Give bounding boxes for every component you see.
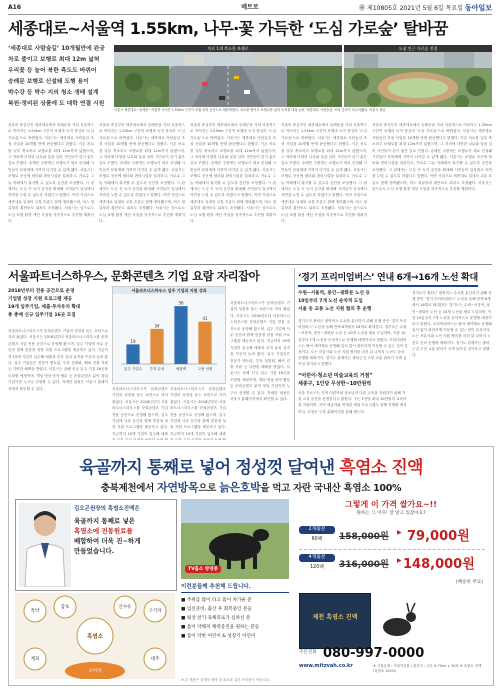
edition-date: ㊙ 제10805호 2021년 5월 6일 목요일 bbox=[359, 5, 464, 12]
bar-chart bbox=[113, 294, 223, 380]
article2-lead bbox=[8, 288, 108, 320]
ad-subline bbox=[9, 479, 493, 495]
doctor-line: 만들었습니다. bbox=[74, 547, 115, 555]
order-phone[interactable]: 080-997-0000 bbox=[323, 646, 425, 661]
ingredient-label: 계피 bbox=[30, 657, 40, 662]
tv-badge: TV출소 방영중 bbox=[185, 565, 221, 573]
benefits-title: 이런분들께 추천해 드립니다. bbox=[181, 583, 289, 593]
section-divider bbox=[8, 264, 492, 265]
price-label: 2개월분 bbox=[299, 526, 335, 534]
benefit-item: ■ 임신준비, 출산 후 회복중인 분들 bbox=[181, 607, 252, 612]
article2-body-col3: 서울파트너스하우스가 문화콘텐츠 기업의 성장을 돕는 요람으로 자리 잡았다. 서울시는 2018년부터 서울파트너스하우스를 문화콘텐츠 기업 전용 공간으로 운영해 왔으며, 입주 기업에 사무 공간과 함께 맞춤형 성장 지원 프로그램을 제공하고 있다. 지금까지 19개 기업이 입주해 매출 bbox=[170, 387, 226, 436]
goat-photo bbox=[181, 499, 289, 579]
article1-photo-street bbox=[114, 45, 342, 107]
subline-pre: 충북제천에서 bbox=[100, 483, 154, 494]
article1-body-col3: 서울의 중심부인 세종대로에서 숭례문을 거쳐 서울역으로 이어지는 1.55km 구간이 보행과 녹지 중심의 ‘도심 가로숲’으로 바뀌었다. 서울시는 세종대로 사람숲길 조성 사업을 10개월 만에 완공했다고 밝혔다. 기존 차로를 일부 축소하고 보행로를 최대 12m까지 넓혔으며, 그 자리에 다양한 나무와 꽃을 심어 시민들이 걷기 좋은 길로 꾸몄다. 숭례문 주변에는 보행로가 새로 신설돼 시민들이 문화재에 가까이 다가갈 수 있게 됐다. 서울시는 보행로 곳곳에 쉼터와 편의시설을 설치하고, 가로수 그늘 아래에서 휴식할 수 있도록 공간을 조성했다. 시 관계자는 도심 속 녹지 공간을 확대해 시민들이 일상에서 자연을 누릴 수 있도록 하겠다고 말했다. 이번 사업으로 세종대로 일대의 교통 흐름도 함께 정비됐으며, 버스 정류장과 횡단보도 위치도 조정됐다. 서울시는 앞으로도 도심 보행 환경 개선 사업을 지속적으로 추진할 계획이다. bbox=[190, 123, 276, 224]
lead-line: 총 총매 신규 입주기업 16곳 모집 bbox=[8, 313, 76, 318]
subhead-line1: “어린이·청소년 미술교육의 거점” bbox=[298, 373, 373, 379]
lead-line: 19개 입주기업, 매출·투자유치 확대 bbox=[8, 305, 81, 310]
chart-bar bbox=[126, 344, 139, 364]
park-image bbox=[344, 52, 492, 107]
article3-body: 경기도가 출퇴근 광역버스 수요를 분산하기 위해 운행 중인 ‘경기 프리미엄버스’ 노선을 올해 안에 6개에서 16개로 확대한다. 경기도는 수원~서울역, 용인~광화문 노선 등 10개 노선을 새로 도입하며, 이달 10일부터 7개 노선을 순차적으로 운행할 예정이라고 밝혔다. 프리미엄버스는 좌석 예약제로 운영돼 입석 없이 편안하게 이동할 수 있는 것이 특징이다. 도는 서울시와 노선 지원 협의를 마친 뒤 나머지 노선도 순차 운행할 계획이다. 경기도 관계자는 출퇴근길 도민 교통 편의가 크게 높아질 것이라고 말했다. bbox=[298, 319, 408, 367]
chart-title: 서울파트너스하우스 입주 기업과 지원 성과 bbox=[113, 287, 225, 294]
bar-category-label: 고용 인원 bbox=[197, 367, 213, 371]
page-header bbox=[8, 2, 492, 15]
page-number: A16 bbox=[8, 4, 21, 11]
article2-body-col1: 서울파트너스하우스가 문화콘텐츠 기업의 성장을 돕는 요람으로 자리 잡았다. 서울시는 2018년부터 서울파트너스하우스를 문화콘텐츠 기업 전용 공간으로 운영해 왔으며, 입주 기업에 사무 공간과 함께 맞춤형 성장 지원 프로그램을 제공하고 있다. 지금까지 19개 기업이 입주해 매출과 투자 유치 실적을 꾸준히 늘려 왔다. 입주 기업들은 전문가 멘토링, 투자 설명회, 해외 진출 지원 등 다양한 혜택을 받았다. 서울시는 올해 신규 입주 기업 16곳을 모집할 예정이며, 게임·영상·음악·웹툰 등 문화콘텐츠 분야 창업 기업이면 누구나 신청할 수 있다. 자세한 내용은 서울시 홈페이지에서 확인할 수 있다. bbox=[8, 329, 108, 391]
ad-headline-pre: 육골까지 통째로 넣어 정성껏 달여낸 bbox=[79, 458, 335, 478]
ad-headline-brand: 흑염소 진액 bbox=[339, 458, 423, 478]
lead-line: ‘세종대로 사람숲길’ 10개월만에 완공 bbox=[8, 46, 105, 52]
article3-headline: ‘경기 프리미엄버스’ 연내 6개→16개 노선 확대 bbox=[298, 270, 478, 287]
price-qty: 120팩 bbox=[310, 565, 324, 570]
price-qty: 60팩 bbox=[311, 537, 323, 542]
ingredient-label: 오미자 bbox=[88, 669, 102, 674]
street-image bbox=[114, 52, 342, 107]
price-old: 158,000원 bbox=[339, 532, 389, 542]
article2-headline: 서울파트너스하우스, 문화콘텐츠 기업 요람 자리잡아 bbox=[8, 269, 260, 283]
edition-info bbox=[359, 2, 492, 15]
article1-headline: 세종대로~서울역 1.55km, 나무·꽃 가득한 ‘도심 가로숲’ 탈바꿈 bbox=[8, 19, 448, 38]
ingredient-label: 대추 bbox=[150, 657, 160, 662]
lead-line: 수원~서울역, 용인~광화문 노선 등 bbox=[298, 291, 370, 296]
section-name: 메트로 bbox=[241, 4, 259, 11]
photo-label: 차로 1개 축소한 보행로 bbox=[114, 45, 342, 52]
product-package bbox=[299, 593, 371, 649]
ad-headline bbox=[9, 453, 493, 478]
order-info bbox=[295, 647, 487, 681]
doctor-box-title: 김오곤원장의 흑염소진액은 bbox=[74, 506, 140, 512]
benefit-item: ■ 몸이 약해져 체력증진을 원하는 분들 bbox=[181, 625, 260, 630]
article1-lead bbox=[8, 44, 108, 110]
price-note: (배송비 무료) bbox=[455, 580, 483, 585]
article1-body-col1: 서울의 중심부인 세종대로에서 숭례문을 거쳐 서울역으로 이어지는 1.55km 구간이 보행과 녹지 중심의 ‘도심 가로숲’으로 바뀌었다. 서울시는 세종대로 사람숲길 조성 사업을 10개월 만에 완공했다고 밝혔다. 기존 차로를 일부 축소하고 보행로를 최대 12m까지 넓혔으며, 그 자리에 다양한 나무와 꽃을 심어 시민들이 걷기 좋은 길로 꾸몄다. 숭례문 주변에는 보행로가 새로 신설돼 시민들이 문화재에 가까이 다가갈 수 있게 됐다. 서울시는 보행로 곳곳에 쉼터와 편의시설을 설치하고, 가로수 그늘 아래에서 휴식할 수 있도록 공간을 조성했다. 시 관계자는 도심 속 녹지 공간을 확대해 시민들이 일상에서 자연을 누릴 수 있도록 하겠다고 말했다. 이번 사업으로 세종대로 일대의 교통 흐름도 함께 정비됐으며, 버스 정류장과 횡단보도 위치도 조정됐다. 서울시는 앞으로도 도심 보행 환경 개선 사업을 지속적으로 추진할 계획이다. bbox=[8, 123, 94, 224]
benefit-item: ■ 평상 찬기·육체피로가 심하신 분 bbox=[181, 616, 251, 621]
article3-side-body: 서울 종로구는 지역 어린이와 청소년의 미술 교육을 지원하기 위해 거점 교육 공간을 운영한다고 밝혔다. 구는 1인당 최대 10만원의 교육비를 지원하며, 지역 예술가와 연계한 체험 프로그램도 함께 진행할 예정이다. 신청은 구청 홈페이지를 통해 받는다. bbox=[298, 391, 407, 414]
article2-body-col2: 서울파트너스하우스가 문화콘텐츠 기업의 성장을 돕는 요람으로 자리 잡았다. 서울시는 2018년부터 서울파트너스하우스를 문화콘텐츠 기업 전용 공간으로 운영해 왔으며, 입주 기업에 사무 공간과 함께 맞춤형 성장 지원 프로그램을 제공하고 있다. 지금까지 19개 기업이 입주해 매출 bbox=[112, 387, 168, 436]
bar-value-label: 19 bbox=[130, 338, 136, 344]
ingredients-panel bbox=[15, 593, 175, 679]
ingredient-center-label: 흑염소 bbox=[87, 634, 103, 640]
goat-logo-icon bbox=[375, 597, 421, 647]
price-row-1 bbox=[299, 523, 485, 550]
subline-mid: 으로 bbox=[198, 483, 217, 494]
price-row-2 bbox=[299, 551, 485, 577]
article2-chart bbox=[112, 286, 226, 384]
price-question2: 원하는 그 이유! 잘 알고 있잖아요? bbox=[356, 511, 426, 516]
package-name: 제천 흑염소 진액 bbox=[312, 614, 358, 621]
doctor-text bbox=[74, 516, 174, 556]
lead-line: 서울 동 교통 노선 지원 협의 후 운행 bbox=[298, 307, 372, 312]
doctor-photo bbox=[19, 503, 71, 587]
lead-line: 기업별 성장 지원 프로그램 제공 bbox=[8, 297, 73, 302]
lead-line: 차로 줄이고 보행로 최대 12m 넓혀 bbox=[8, 57, 100, 63]
price-old: 316,000원 bbox=[339, 560, 389, 570]
price-label: 4개월분 bbox=[299, 554, 335, 562]
lead-line: 우리꽃 등 늘어 북한 측도도 바뀌어 bbox=[8, 68, 97, 74]
advertisement bbox=[8, 446, 494, 686]
benefits-panel bbox=[181, 583, 289, 679]
benefit-item: ■ 몸이 약한 어린이 & 성장기 어린이 bbox=[181, 634, 256, 639]
price-arrow: ▶ bbox=[397, 529, 402, 536]
doctor-line: 흑염소에 전통원료를 bbox=[74, 527, 133, 535]
bar-category-label: 투자 유치 bbox=[149, 367, 165, 371]
ingredient-label: 감초 bbox=[60, 605, 70, 610]
paper-name: 동아일보 bbox=[464, 4, 492, 12]
bar-value-label: 34 bbox=[154, 323, 160, 329]
article1-body-col2: 서울의 중심부인 세종대로에서 숭례문을 거쳐 서울역으로 이어지는 1.55km 구간이 보행과 녹지 중심의 ‘도심 가로숲’으로 바뀌었다. 서울시는 세종대로 사람숲길 조성 사업을 10개월 만에 완공했다고 밝혔다. 기존 차로를 일부 축소하고 보행로를 최대 12m까지 넓혔으며, 그 자리에 다양한 나무와 꽃을 심어 시민들이 걷기 좋은 길로 꾸몄다. 숭례문 주변에는 보행로가 새로 신설돼 시민들이 문화재에 가까이 다가갈 수 있게 됐다. 서울시는 보행로 곳곳에 쉼터와 편의시설을 설치하고, 가로수 그늘 아래에서 휴식할 수 있도록 공간을 조성했다. 시 관계자는 도심 속 녹지 공간을 확대해 시민들이 일상에서 자연을 누릴 수 있도록 하겠다고 말했다. 이번 사업으로 세종대로 일대의 교통 흐름도 함께 정비됐으며, 버스 정류장과 횡단보도 위치도 조정됐다. 서울시는 앞으로도 도심 보행 환경 개선 사업을 지속적으로 추진할 계획이다. bbox=[99, 123, 185, 224]
bar-value-label: 41 bbox=[202, 316, 208, 322]
subhead-line2: 세종구, 1인당 무상한~10만원씩 bbox=[298, 381, 372, 387]
benefits-list bbox=[181, 596, 289, 641]
doctor-box bbox=[15, 499, 177, 591]
benefit-item: ■ 추위를 많이 타고 몸이 차가운 분 bbox=[181, 598, 252, 603]
article1-photo-park bbox=[344, 45, 492, 107]
product-info: ※ 식품유형 : 기타가공품 / 원산지 : 국산 ※ 70ml × 30포 ※ 흑염소 진액(흑염소 100%) bbox=[373, 664, 482, 673]
article1-body-col5: 서울의 중심부인 세종대로에서 숭례문을 거쳐 서울역으로 이어지는 1.55km 구간이 보행과 녹지 중심의 ‘도심 가로숲’으로 바뀌었다. 서울시는 세종대로 사람숲길 조성 사업을 10개월 만에 완공했다고 밝혔다. 기존 차로를 일부 축소하고 보행로를 최대 12m까지 넓혔으며, 그 자리에 다양한 나무와 꽃을 심어 시민들이 걷기 좋은 길로 꾸몄다. 숭례문 주변에는 보행로가 새로 신설돼 시민들이 문화재에 가까이 다가갈 수 있게 됐다. 서울시는 보행로 곳곳에 쉼터와 편의시설을 설치하고, 가로수 그늘 아래에서 휴식할 수 있도록 공간을 조성했다. 시 관계자는 도심 속 녹지 공간을 확대해 시민들이 일상에서 자연을 누릴 수 있도록 하겠다고 말했다. 이번 사업으로 세종대로 일대의 교통 흐름도 함께 정비됐으며, 버스 정류장과 횡단보도 위치도 조정됐다. 서울시는 앞으로도 도심 보행 환경 개선 사업을 지속적으로 추진할 계획이다. bbox=[372, 123, 492, 192]
bar-category-label: 입주 기업수 bbox=[123, 367, 143, 371]
subline-post: 을 먹고 자란 국내산 흑염소 100% bbox=[260, 483, 402, 494]
article3-lead bbox=[298, 290, 408, 314]
price-question: 그렇게 이 가격 쌀가요~!! bbox=[345, 500, 437, 509]
column-divider bbox=[294, 268, 295, 440]
ingredient-label: 산수유 bbox=[118, 605, 132, 610]
price-arrow: ▶ bbox=[397, 557, 402, 564]
ad-footer-note: ※ 본 제품은 질병의 예방 및 치료를 위한 의약품이 아닙니다. bbox=[181, 678, 270, 682]
ingredient-label: 구기자 bbox=[148, 609, 162, 614]
ingredient-label: 작약 bbox=[30, 609, 40, 614]
price-new: 79,000원 bbox=[407, 529, 470, 544]
article1-caption: 서울시 세종대로~숭례문~서울역 이어진 1.55km 구간이 보행 친화 공간으로 재탄생했다. 차로를 줄이고 보행로를 넓혀 녹지를 대폭 늘린 ‘세종대로 사람숲길’ 조성 공사가 마무리됐다. 서울시 제공 bbox=[114, 108, 386, 112]
subline-a: 자연방목 bbox=[157, 481, 199, 494]
article1-body-col4: 서울의 중심부인 세종대로에서 숭례문을 거쳐 서울역으로 이어지는 1.55km 구간이 보행과 녹지 중심의 ‘도심 가로숲’으로 바뀌었다. 서울시는 세종대로 사람숲길 조성 사업을 10개월 만에 완공했다고 밝혔다. 기존 차로를 일부 축소하고 보행로를 최대 12m까지 넓혔으며, 그 자리에 다양한 나무와 꽃을 심어 시민들이 걷기 좋은 길로 꾸몄다. 숭례문 주변에는 보행로가 새로 신설돼 시민들이 문화재에 가까이 다가갈 수 있게 됐다. 서울시는 보행로 곳곳에 쉼터와 편의시설을 설치하고, 가로수 그늘 아래에서 휴식할 수 있도록 공간을 조성했다. 시 관계자는 도심 속 녹지 공간을 확대해 시민들이 일상에서 자연을 누릴 수 있도록 하겠다고 말했다. 이번 사업으로 세종대로 일대의 교통 흐름도 함께 정비됐으며, 버스 정류장과 횡단보도 위치도 조정됐다. 서울시는 앞으로도 도심 보행 환경 개선 사업을 지속적으로 추진할 계획이다. bbox=[281, 123, 367, 224]
photo-label: 도심 인근 가로숲 전경 bbox=[344, 45, 492, 52]
chart-bar bbox=[150, 329, 163, 364]
chart-bar bbox=[198, 322, 211, 364]
website-link[interactable]: www.mitzvah.co.kr bbox=[299, 663, 353, 669]
article2-body-col4: 서울파트너스하우스가 문화콘텐츠 기업의 성장을 돕는 요람으로 자리 잡았다. 서울시는 2018년부터 서울파트너스하우스를 문화콘텐츠 기업 전용 공간으로 운영해 왔으며, 입주 기업에 사무 공간과 함께 맞춤형 성장 지원 프로그램을 제공하고 있다. 지금까지 19개 기업이 입주해 매출과 투자 유치 실적을 꾸준히 늘려 왔다. 입주 기업들은 전문가 멘토링, 투자 설명회, 해외 진출 지원 등 다양한 혜택을 받았다. 서울시는 올해 신규 입주 기업 16곳을 모집할 예정이며, 게임·영상·음악·웹툰 등 문화콘텐츠 분야 창업 기업이면 누구나 신청할 수 있다. 자세한 내용은 서울시 홈페이지에서 확인할 수 있다. bbox=[230, 301, 290, 402]
chart-bar bbox=[174, 306, 187, 364]
bar-value-label: 56 bbox=[178, 300, 184, 306]
article3-subhead bbox=[298, 372, 408, 388]
lead-line: 숭례문 보행로 신설돼 도행 용이 bbox=[8, 79, 89, 85]
bar-category-label: 매출액 bbox=[175, 367, 187, 371]
article3-body-col2: 경기도가 출퇴근 광역버스 수요를 분산하기 위해 운행 중인 ‘경기 프리미엄버스’ 노선을 올해 안에 6개에서 16개로 확대한다. 경기도는 수원~서울역, 용인~광화문 노선 등 10개 노선을 새로 도입하며, 이달 10일부터 7개 노선을 순차적으로 운행할 예정이라고 밝혔다. 프리미엄버스는 좌석 예약제로 운영돼 입석 없이 편안하게 이동할 수 있는 것이 특징이다. 도는 서울시와 노선 지원 협의를 마친 뒤 나머지 노선도 순차 운행할 계획이다. 경기도 관계자는 출퇴근길 도민 교통 편의가 크게 높아질 것이라고 말했다. bbox=[412, 291, 492, 358]
lead-line: 박수강 등 박수 지의 청소 생태 설계 bbox=[8, 90, 99, 96]
lead-line: 2018년부터 전용 공간으로 운영 bbox=[8, 289, 75, 294]
price-new: 148,000원 bbox=[403, 557, 475, 572]
subline-b: 늙은호박 bbox=[219, 481, 261, 494]
lead-line: 복원·정비된 상품에 도 대학 연결 시원 bbox=[8, 101, 105, 107]
phone-label: 주문전화 bbox=[299, 650, 317, 655]
doctor-line: 배합하여 더욱 진~하게 bbox=[74, 537, 141, 545]
doctor-line: 육골까지 통째로 넣은 bbox=[74, 517, 136, 525]
lead-line: 10일부터 7개 노선 순차적 도입 bbox=[298, 299, 363, 304]
